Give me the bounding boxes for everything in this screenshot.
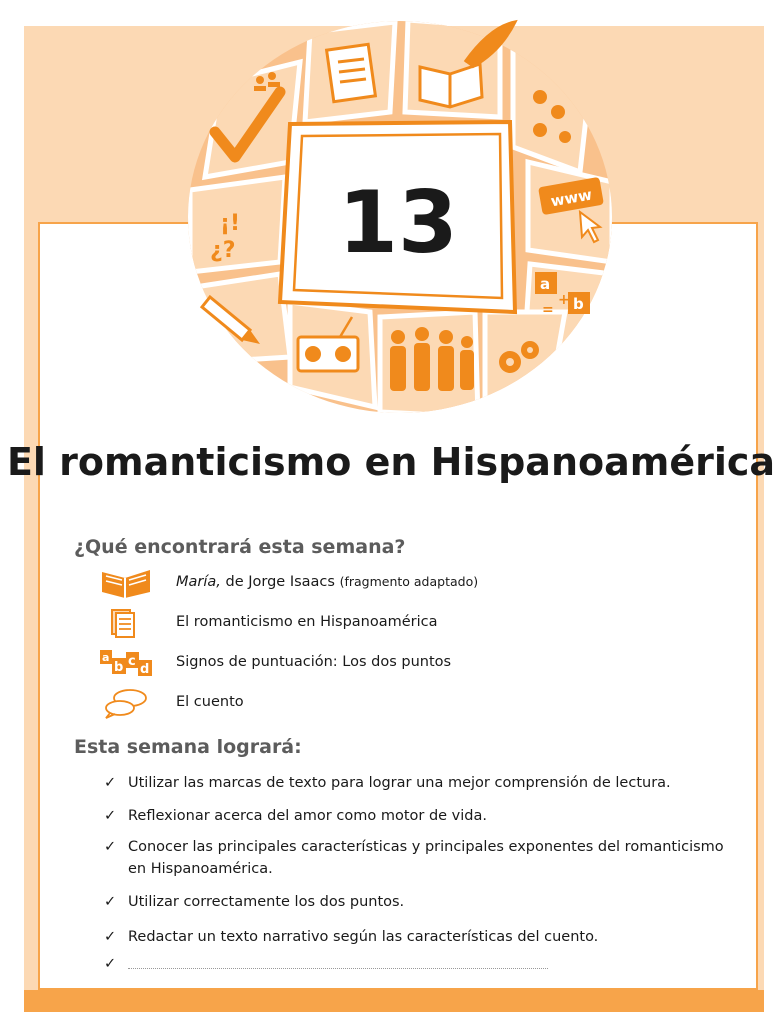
papers-icon xyxy=(327,44,376,101)
svg-text:a: a xyxy=(540,275,551,293)
goal-text: Utilizar correctamente los dos puntos. xyxy=(128,894,405,910)
check-icon: ✓ xyxy=(104,929,117,945)
check-icon: ✓ xyxy=(104,894,117,910)
topic-text: de Jorge Isaacs xyxy=(220,574,340,590)
topic-item xyxy=(98,686,658,720)
chapter-globe-illustration xyxy=(180,12,620,422)
svg-text:www: www xyxy=(549,185,594,211)
blank-goal-line xyxy=(128,968,548,969)
goal-text: Redactar un texto narrativo según las características del cuento. xyxy=(128,929,599,945)
goal-text: Conocer las principales características y principales exponentes del romanticismo en Hispanoamérica. xyxy=(128,839,724,877)
svg-text:=: = xyxy=(542,302,554,318)
topic-item xyxy=(98,606,658,640)
topic-item xyxy=(98,566,658,600)
abcd-letters-icon xyxy=(98,646,154,680)
svg-text:b: b xyxy=(114,660,124,675)
goals-heading: Esta semana logrará: xyxy=(74,736,302,758)
speech-bubbles-icon xyxy=(98,686,154,720)
svg-text:b: b xyxy=(573,295,584,313)
open-book-icon xyxy=(98,566,154,600)
goal-text: Utilizar las marcas de texto para lograr una mejor comprensión de lectura. xyxy=(128,775,671,791)
document-pages-icon xyxy=(98,606,154,640)
check-icon: ✓ xyxy=(104,956,117,972)
check-icon: ✓ xyxy=(104,775,117,791)
check-icon: ✓ xyxy=(104,808,117,824)
topic-note: (fragmento adaptado) xyxy=(339,574,479,589)
svg-text:a: a xyxy=(102,651,110,664)
topic-text: El cuento xyxy=(176,694,244,710)
topic-item xyxy=(98,646,658,680)
topic-text: El romanticismo en Hispanoamérica xyxy=(176,614,438,630)
svg-text:¡!: ¡! xyxy=(220,211,241,236)
check-icon: ✓ xyxy=(104,839,117,855)
bottom-bar xyxy=(24,990,764,1012)
svg-text:¿?: ¿? xyxy=(210,238,236,263)
topic-title: María, xyxy=(176,574,221,590)
topics-heading: ¿Qué encontrará esta semana? xyxy=(74,536,406,558)
svg-text:+: + xyxy=(558,292,570,308)
svg-text:d: d xyxy=(140,662,150,677)
svg-text:c: c xyxy=(128,654,136,669)
goal-text: Reflexionar acerca del amor como motor de vida. xyxy=(128,808,487,824)
chapter-title: El romanticismo en Hispanoamérica xyxy=(6,440,776,484)
chapter-number: 13 xyxy=(338,173,458,273)
topic-text: Signos de puntuación: Los dos puntos xyxy=(176,654,452,670)
